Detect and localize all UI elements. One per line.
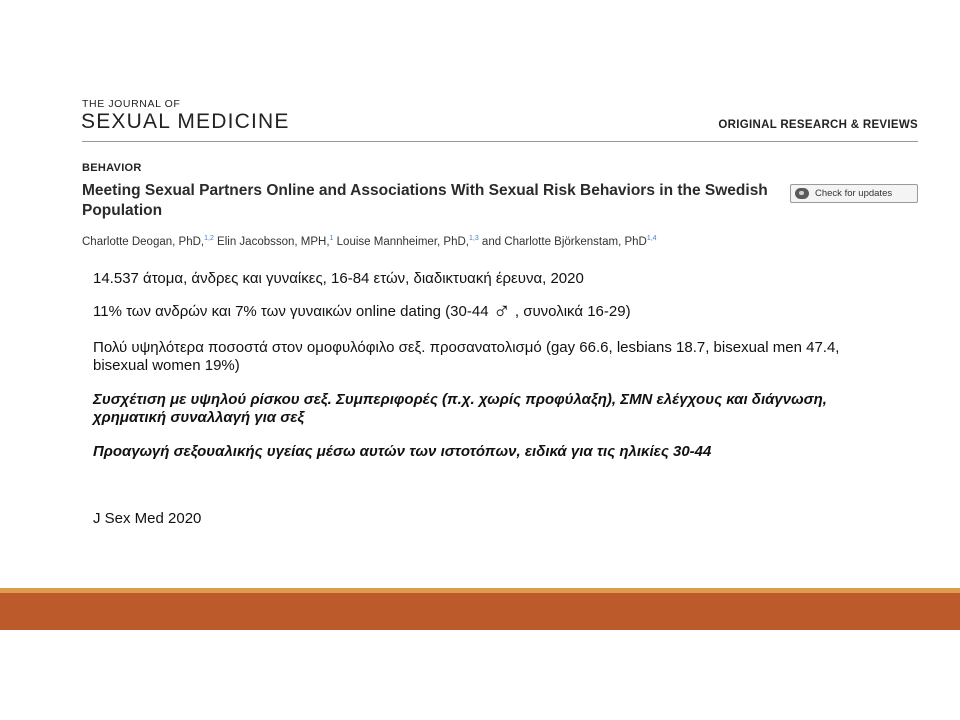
- author-affiliation[interactable]: 1,3: [468, 235, 479, 242]
- author-affiliation[interactable]: 1,4: [646, 235, 657, 242]
- bullet-orientation: Πολύ υψηλότερα ποσοστά στον ομοφυλόφιλο σεξ. προσανατολισμό (gay 66.6, lesbians 18.7, bisexual men 47.4, bisexual women 19%): [93, 339, 840, 374]
- bullet-sample: 14.537 άτομα, άνδρες και γυναίκες, 16-84 ετών, διαδικτυακή έρευνα, 2020: [93, 270, 584, 287]
- author-name: Louise Mannheimer, PhD,: [336, 235, 469, 248]
- author-list: [82, 235, 932, 248]
- footer-band: [0, 593, 960, 630]
- author-name: Elin Jacobsson, MPH,: [217, 235, 330, 248]
- bullet-text: 11% των ανδρών και 7% των γυναικών online dating (30-44: [93, 303, 493, 320]
- author-affiliation[interactable]: 1: [329, 235, 334, 242]
- citation: J Sex Med 2020: [93, 510, 202, 527]
- bullet-promotion: Προαγωγή σεξουαλικής υγείας μέσω αυτών των ιστοτόπων, ειδικά για τις ηλικίες 30-44: [93, 443, 712, 460]
- bullet-online-dating: [93, 298, 883, 325]
- male-symbol-icon: ♂: [492, 298, 511, 325]
- author-name: and Charlotte Björkenstam, PhD: [481, 235, 647, 248]
- check-for-updates-label: Check for updates: [815, 188, 893, 199]
- bullet-text: , συνολικά 16-29): [510, 303, 631, 320]
- journal-name-small: THE JOURNAL OF: [82, 98, 181, 110]
- check-for-updates-button[interactable]: [790, 184, 918, 203]
- author-affiliation[interactable]: 1,2: [204, 235, 214, 242]
- author-name: Charlotte Deogan, PhD,: [82, 235, 205, 248]
- header-divider: [82, 141, 918, 142]
- article-title: Meeting Sexual Partners Online and Associations With Sexual Risk Behaviors in the Swedish Population: [82, 182, 768, 219]
- bullet-risk-behaviors: Συσχέτιση με υψηλού ρίσκου σεξ. Συμπεριφορές (π.χ. χωρίς προφύλαξη), ΣΜΝ ελέγχους και διάγνωση, χρηματική συναλλαγή για σεξ: [93, 391, 827, 426]
- journal-name-large: SEXUAL MEDICINE: [81, 110, 290, 133]
- article-category: BEHAVIOR: [82, 162, 142, 174]
- section-label: ORIGINAL RESEARCH & REVIEWS: [718, 119, 918, 131]
- crossmark-icon: [795, 188, 809, 199]
